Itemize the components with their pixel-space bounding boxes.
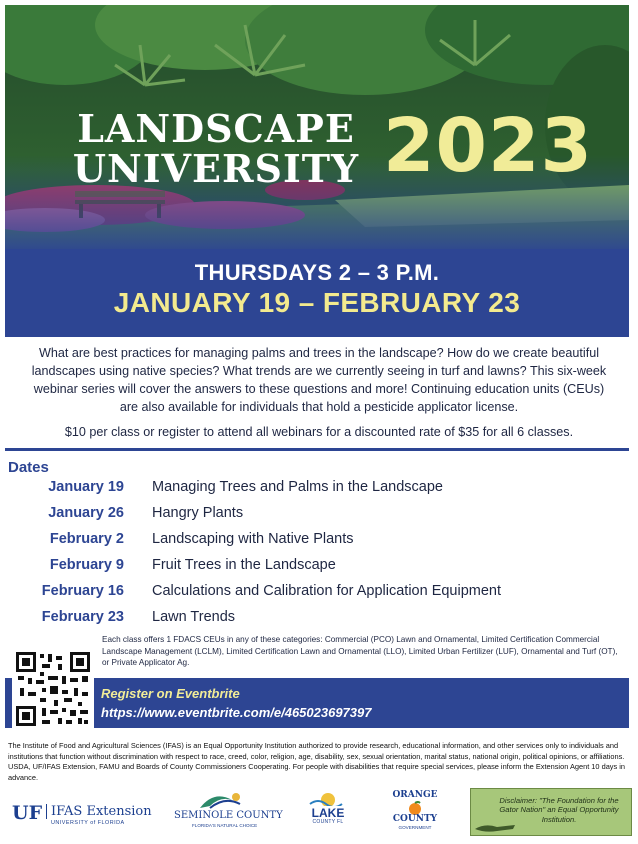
schedule-date: February 23: [41, 609, 124, 625]
uf-mark: UF: [12, 802, 43, 824]
title-line-2: UNIVERSITY: [72, 146, 360, 191]
seminole-name: SEMINOLE COUNTY: [174, 810, 283, 821]
uf-ifas-logo: [12, 802, 152, 826]
lake-county-logo: [306, 790, 350, 834]
ceu-note: Each class offers 1 FDACS CEUs in any of these categories: Commercial (PCO) Lawn and Ornamental, Limited Certification Commercial Landscape Management (LCLM), Limited Certification Lawn and Ornamental (LLO), Limited Urban Fertilizer (LUF), Ornamental and Turf (OT), or Private Applicator Ag.: [102, 635, 618, 667]
intro-paragraph: What are best practices for managing palms and trees in the landscape? How do we create beautiful landscapes using native species? What trends are we currently seeing in turf and lawns? This six-week webinar series will cover the answers to these questions and more! Continuing education units (CEUs) are also available for individuals that hold a pesticide applicator license.: [31, 346, 607, 414]
schedule-row: [0, 531, 638, 553]
schedule-row: [0, 479, 638, 501]
title-line-1: LANDSCAPE: [77, 106, 355, 151]
lake-wave-icon: [306, 790, 350, 806]
schedule-row: [0, 557, 638, 579]
price-note: $10 per class or register to attend all webinars for a discounted rate of $35 for all 6 classes.: [64, 425, 574, 439]
register-band: [5, 678, 629, 728]
schedule-row: [0, 505, 638, 527]
qr-code-icon[interactable]: [12, 648, 94, 730]
schedule-topic: Landscaping with Native Plants: [152, 531, 354, 547]
disclaimer-text: Disclaimer: "The Foundation for the Gator Nation" an Equal Opportunity Institution.: [499, 796, 619, 824]
title-year: 2023: [383, 103, 593, 189]
orange-fruit-icon: [407, 801, 423, 815]
orange-mid-text: COUNTY: [392, 814, 438, 824]
seminole-bird-icon: [170, 790, 268, 812]
schedule-topic: Managing Trees and Palms in the Landscape: [152, 479, 443, 495]
schedule-row: [0, 583, 638, 605]
disclaimer-box: [470, 788, 632, 836]
legal-statement: The Institute of Food and Agricultural Sciences (IFAS) is an Equal Opportunity Institution authorized to provide research, educational information, and other services only to individuals and institutions that function without discrimination with respect to race, creed, color, religion, age, disability, sex, sexual orientation, marital status, national origin, political opinions, or affiliations. USDA, UF/IFAS Extension, FAMU and Boards of County Commissioners Cooperating. For people with disabilities that require special services, please inform the Extension Agent 10 days in advance.: [8, 741, 626, 782]
schedule-row: [0, 609, 638, 631]
orange-county-logo: [392, 788, 438, 836]
schedule-date: February 2: [49, 531, 124, 547]
lake-subtitle: COUNTY FL: [312, 819, 344, 825]
lake-name: LAKE: [311, 806, 345, 820]
schedule-topic: Lawn Trends: [152, 609, 236, 625]
hero-banner: [5, 5, 629, 337]
schedule-date: January 19: [48, 479, 124, 495]
schedule-date: January 26: [48, 505, 124, 521]
schedule-date: February 16: [41, 583, 124, 599]
logo-bar: [0, 788, 638, 838]
schedule-times: THURSDAYS 2 – 3 P.M.: [194, 260, 440, 285]
orange-bottom-text: GOVERNMENT: [398, 825, 432, 830]
title-landscape-university: [63, 106, 369, 191]
schedule-date: February 9: [49, 557, 124, 573]
register-link[interactable]: https://www.eventbrite.com/e/465023697397: [101, 705, 372, 720]
schedule-topic: Fruit Trees in the Landscape: [152, 557, 336, 573]
dates-heading: Dates: [8, 459, 49, 476]
date-range: JANUARY 19 – FEBRUARY 23: [113, 287, 521, 318]
seminole-tagline: FLORIDA'S NATURAL CHOICE: [192, 823, 258, 828]
schedule-topic: Calculations and Calibration for Application Equipment: [152, 583, 502, 599]
uf-university-text: UNIVERSITY of FLORIDA: [51, 820, 125, 826]
divider: [5, 448, 629, 451]
orange-top-text: ORANGE: [392, 790, 438, 800]
uf-ifas-text: IFAS Extension: [46, 804, 152, 819]
register-label[interactable]: Register on Eventbrite: [101, 686, 240, 701]
schedule-topic: Hangry Plants: [152, 505, 244, 521]
seminole-county-logo: [170, 790, 283, 832]
